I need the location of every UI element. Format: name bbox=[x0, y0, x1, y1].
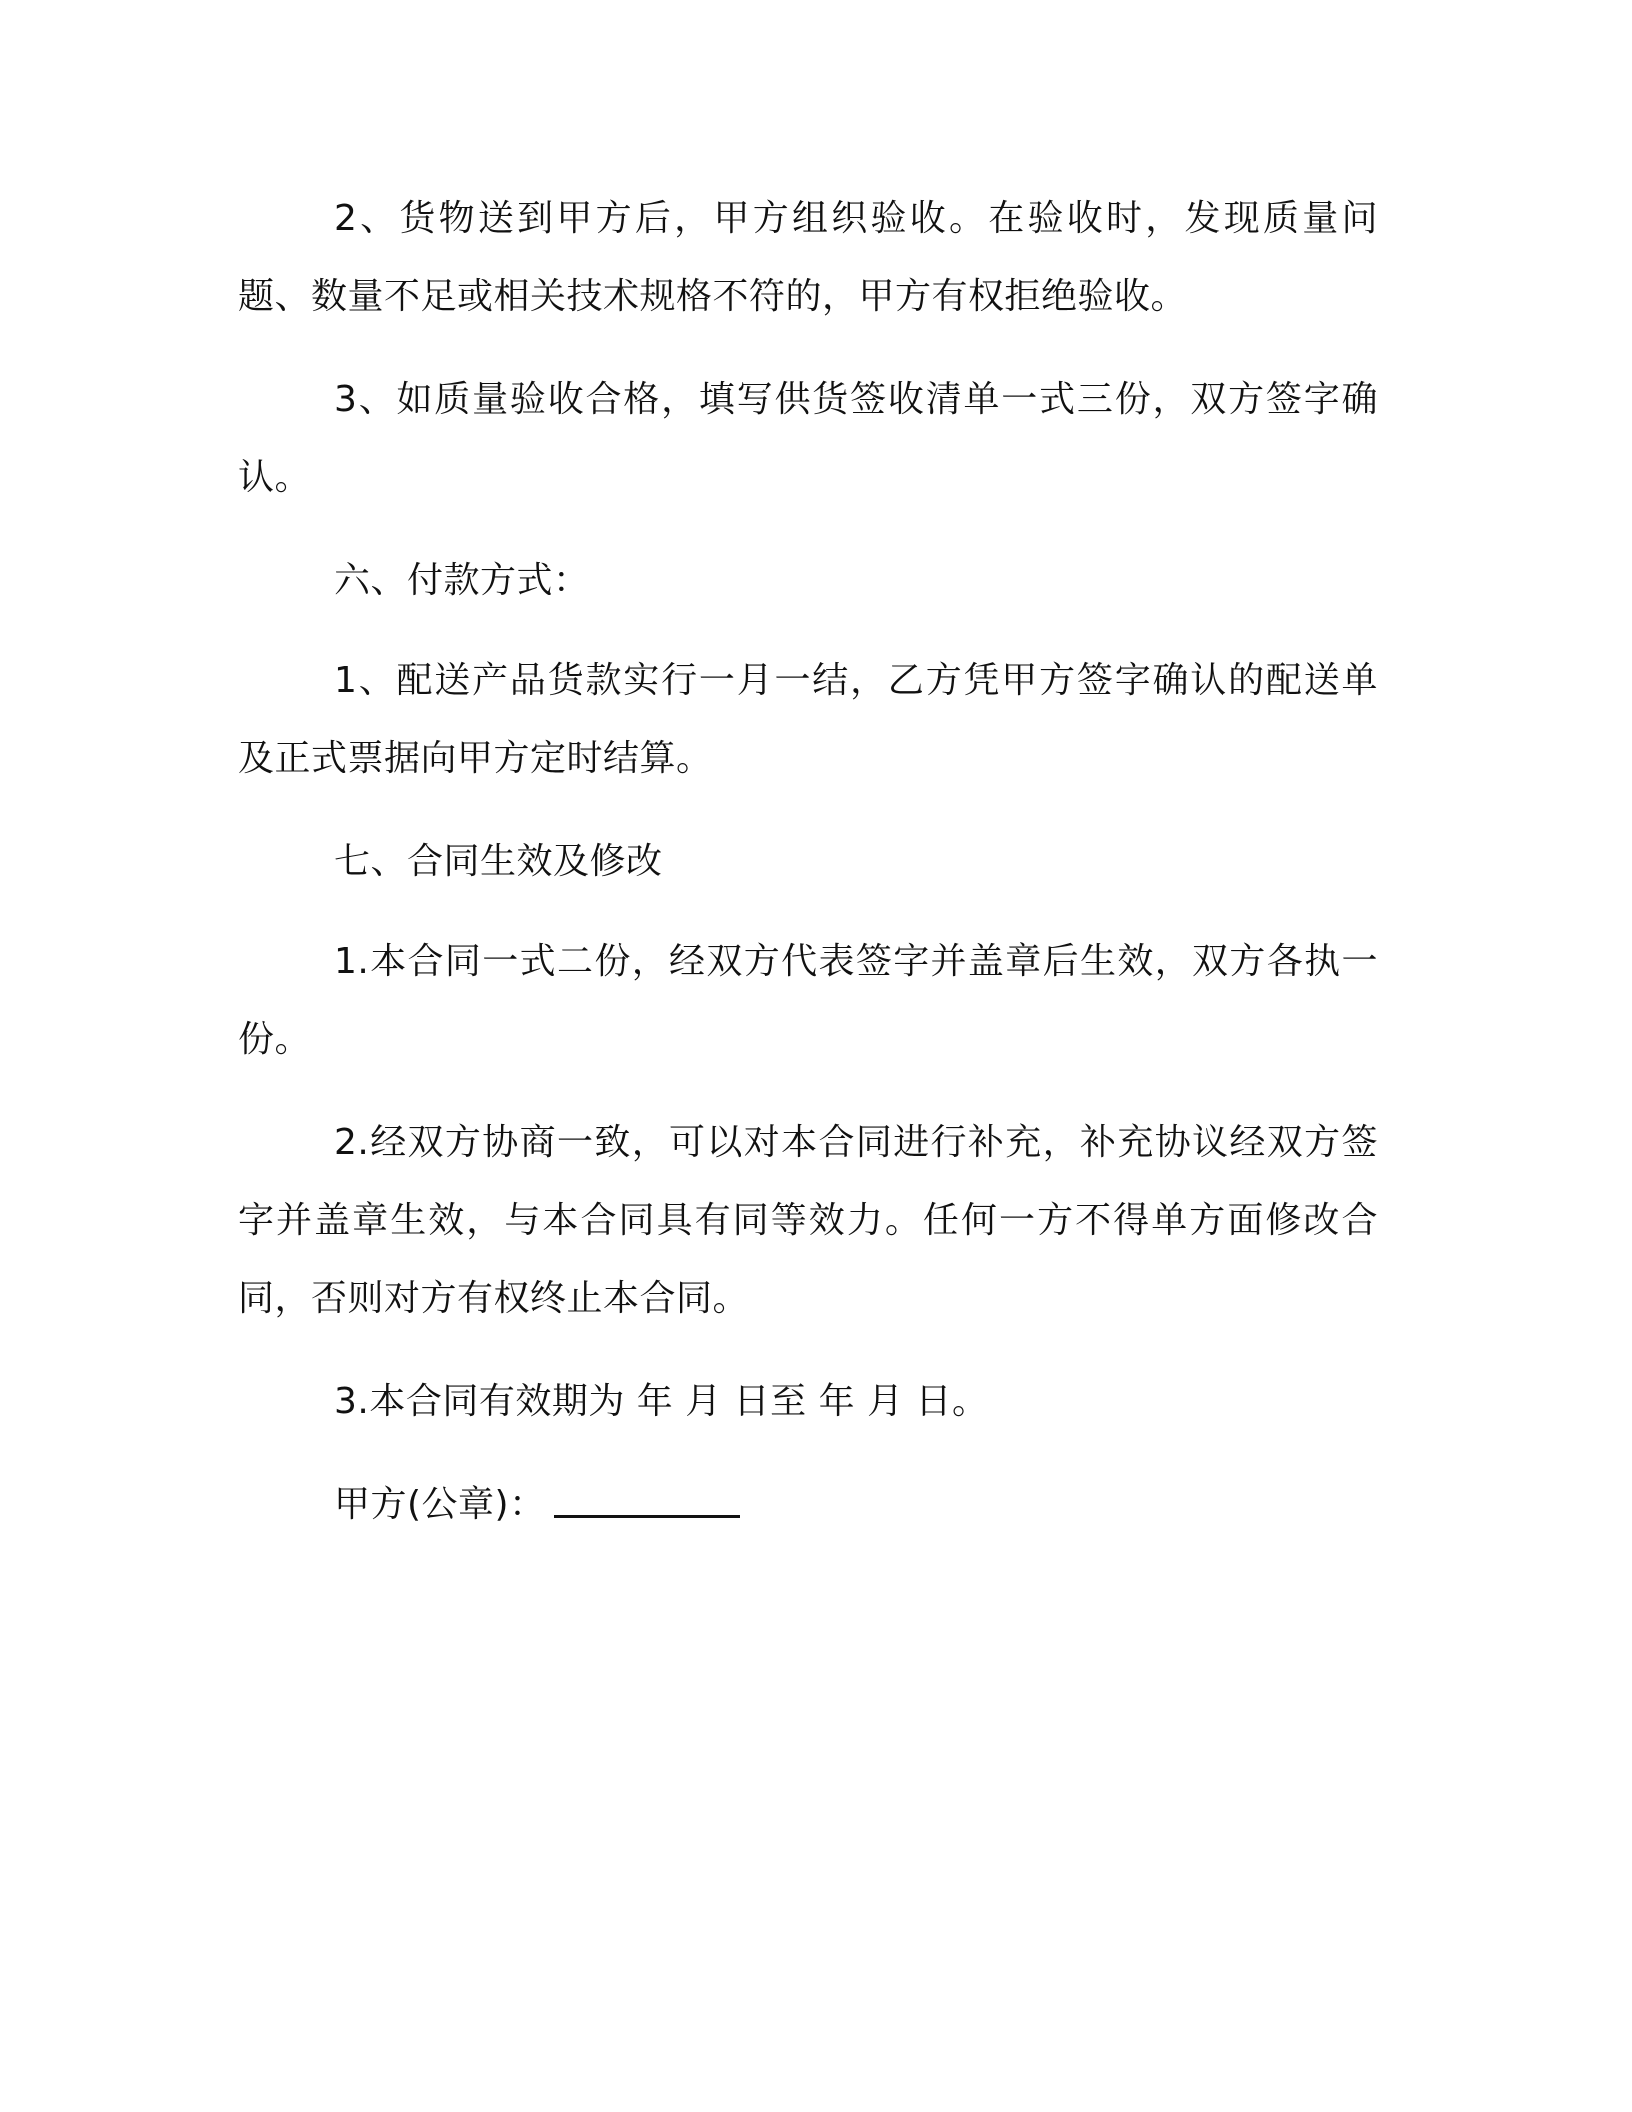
section-heading-payment: 六、付款方式： bbox=[334, 560, 590, 601]
document-body bbox=[238, 180, 1378, 1569]
signature-blank bbox=[554, 1485, 740, 1518]
clause-7-2: 2.经双方协商一致，可以对本合同进行补充，补充协议经双方签字并盖章生效，与本合同具有同等效力。任何一方不得单方面修改合同，否则对方有权终止本合同。 bbox=[238, 1122, 1378, 1319]
section-heading-effect: 七、合同生效及修改 bbox=[334, 841, 663, 882]
clause-7-3: 3.本合同有效期为 年 月 日至 年 月 日。 bbox=[334, 1381, 989, 1422]
clause-5-3: 3、如质量验收合格，填写供货签收清单一式三份，双方签字确认。 bbox=[238, 379, 1378, 498]
clause-6-1: 1、配送产品货款实行一月一结，乙方凭甲方签字确认的配送单及正式票据向甲方定时结算。 bbox=[238, 660, 1378, 779]
party-a-seal-label: 甲方(公章)： bbox=[334, 1484, 546, 1525]
party-a-signature-line bbox=[238, 1466, 1378, 1544]
clause-7-1: 1.本合同一式二份，经双方代表签字并盖章后生效，双方各执一份。 bbox=[238, 941, 1378, 1060]
clause-5-2: 2、货物送到甲方后，甲方组织验收。在验收时，发现质量问题、数量不足或相关技术规格不符的，甲方有权拒绝验收。 bbox=[238, 198, 1378, 317]
